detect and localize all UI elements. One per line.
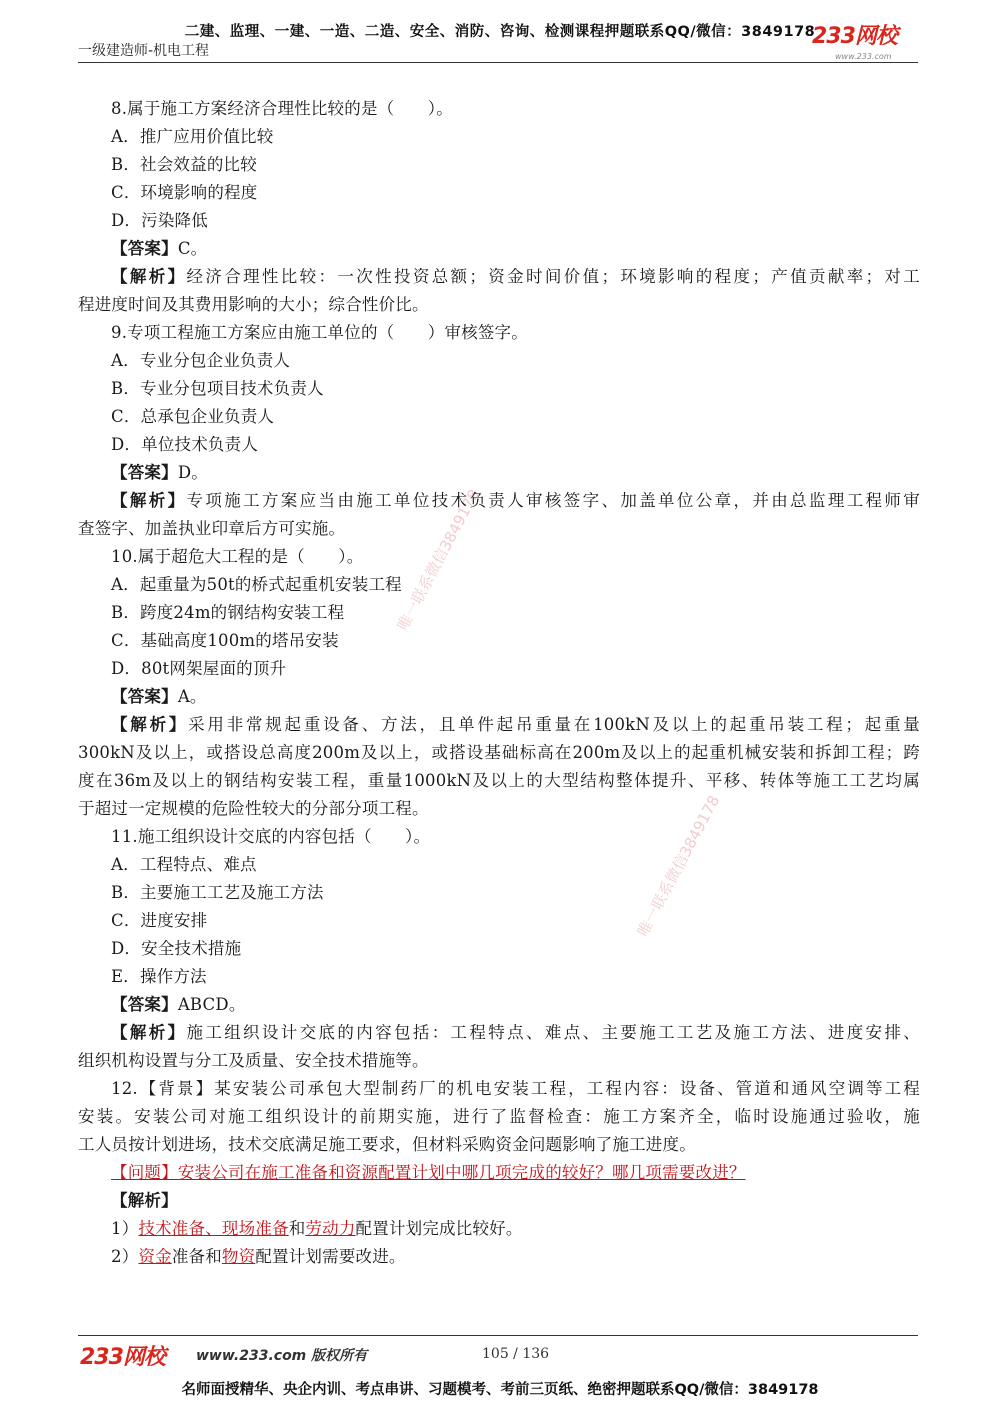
analysis: 【解析】采用非常规起重设备、方法，且单件起吊重量在100kN及以上的起重吊装工程；起重量 [111, 715, 920, 734]
answer [78, 683, 920, 711]
option: A．起重量为50t的桥式起重机安装工程 [111, 575, 402, 594]
option: D．单位技术负责人 [111, 435, 259, 454]
background-cont: 工人员按计划进场，技术交底满足施工要求，但材料采购资金问题影响了施工进度。 [78, 1135, 696, 1154]
analysis-label: 【解析】 [111, 1191, 178, 1210]
option: A．专业分包企业负责人 [111, 351, 291, 370]
analysis-cont: 于超过一定规模的危险性较大的分部分项工程。 [78, 799, 429, 818]
keyword: 技术准备 [138, 1219, 206, 1238]
answer-label: 【答案】 [111, 995, 178, 1014]
answer [78, 459, 920, 487]
option: C．总承包企业负责人 [111, 407, 275, 426]
option: C．进度安排 [111, 911, 208, 930]
answer-label: 【答案】 [111, 239, 178, 258]
question-12-background: 12.【背景】某安装公司承包大型制药厂的机电安装工程，工程内容：设备、管道和通风空调等工程 [111, 1079, 920, 1098]
answer [78, 235, 920, 263]
footer-divider [78, 1335, 918, 1336]
analysis: 【解析】施工组织设计交底的内容包括：工程特点、难点、主要施工工艺及施工方法、进度安排、 [111, 1023, 920, 1042]
brand-logo: 233网校 [812, 24, 897, 49]
analysis-cont: 组织机构设置与分工及质量、安全技术措施等。 [78, 1051, 429, 1070]
option: D．安全技术措施 [111, 939, 242, 958]
analysis: 【解析】专项施工方案应当由施工单位技术负责人审核签字、加盖单位公章，并由总监理工程师审 [111, 491, 920, 510]
option: E．操作方法 [111, 967, 207, 986]
keyword: 劳动力 [305, 1219, 356, 1238]
footer-copyright: www.233.com 版权所有 [196, 1348, 368, 1364]
option: C．基础高度100m的塔吊安装 [111, 631, 339, 650]
answer-value: C。 [177, 239, 208, 258]
keyword: 资金 [138, 1247, 172, 1266]
footer-logo: 233网校 [80, 1345, 165, 1370]
page-number: 105 / 136 [482, 1346, 550, 1362]
option: B．社会效益的比较 [111, 155, 257, 174]
analysis-label: 【解析】 [111, 1023, 187, 1042]
header-divider [78, 62, 918, 63]
answer-point-1: 1）技术准备、现场准备和劳动力配置计划完成比较好。 [111, 1219, 523, 1238]
answer-label: 【答案】 [111, 687, 178, 706]
analysis-cont: 查签字、加盖执业印章后方可实施。 [78, 519, 346, 538]
option: B．跨度24m的钢结构安装工程 [111, 603, 345, 622]
analysis-label: 【解析】 [111, 267, 187, 286]
analysis-cont: 300kN及以上，或搭设总高度200m及以上，或搭设基础标高在200m及以上的起重机械安装和拆卸工程；跨 [78, 743, 920, 762]
answer [78, 991, 920, 1019]
background-cont: 安装。安装公司对施工组织设计的前期实施，进行了监督检查：施工方案齐全，临时设施通过验收，施 [78, 1107, 920, 1126]
answer-value: A。 [177, 687, 207, 706]
option: D．80t网架屋面的顶升 [111, 659, 287, 678]
watermark: 唯一联系微信3849178 [393, 486, 484, 634]
watermark: 唯一联系微信3849178 [633, 792, 724, 940]
brand-logo-url: www.233.com [835, 52, 892, 61]
question-8: 8.属于施工方案经济合理性比较的是（ ）。 [111, 99, 453, 118]
footer-promo: 名师面授精华、央企内训、考点串讲、习题模考、考前三页纸、绝密押题联系QQ/微信：3849178 [181, 1382, 819, 1398]
option: C．环境影响的程度 [111, 183, 258, 202]
question-9: 9.专项工程施工方案应由施工单位的（ ）审核签字。 [111, 323, 528, 342]
answer-label: 【答案】 [111, 463, 178, 482]
document-body [78, 95, 920, 1271]
option: A．工程特点、难点 [111, 855, 257, 874]
question-10: 10.属于超危大工程的是（ ）。 [111, 547, 364, 566]
analysis-cont: 程进度时间及其费用影响的大小；综合性价比。 [78, 295, 429, 314]
question-11: 11.施工组织设计交底的内容包括（ ）。 [111, 827, 431, 846]
option: A．推广应用价值比较 [111, 127, 274, 146]
option: D．污染降低 [111, 211, 208, 230]
header-promo: 二建、监理、一建、一造、二造、安全、消防、咨询、检测课程押题联系QQ/微信：3849178 [184, 24, 816, 40]
header-subtitle: 一级建造师-机电工程 [78, 43, 210, 59]
option: B．主要施工工艺及施工方法 [111, 883, 324, 902]
answer-value: ABCD。 [177, 995, 246, 1014]
question-12: 【问题】安装公司在施工准备和资源配置计划中哪几项完成的较好？哪几项需要改进？ [111, 1163, 746, 1182]
option: B．专业分包项目技术负责人 [111, 379, 324, 398]
answer-point-2: 2）资金准备和物资配置计划需要改进。 [111, 1247, 406, 1266]
keyword: 物资 [221, 1247, 256, 1266]
analysis: 【解析】经济合理性比较：一次性投资总额；资金时间价值；环境影响的程度；产值贡献率；对工 [111, 267, 920, 286]
analysis-label: 【解析】 [111, 715, 189, 734]
analysis-cont: 度在36m及以上的钢结构安装工程，重量1000kN及以上的大型结构整体提升、平移、转体等施工工艺均属 [78, 771, 920, 790]
keyword: 现场准备 [221, 1219, 289, 1238]
answer-value: D。 [177, 463, 208, 482]
analysis-label: 【解析】 [111, 491, 187, 510]
